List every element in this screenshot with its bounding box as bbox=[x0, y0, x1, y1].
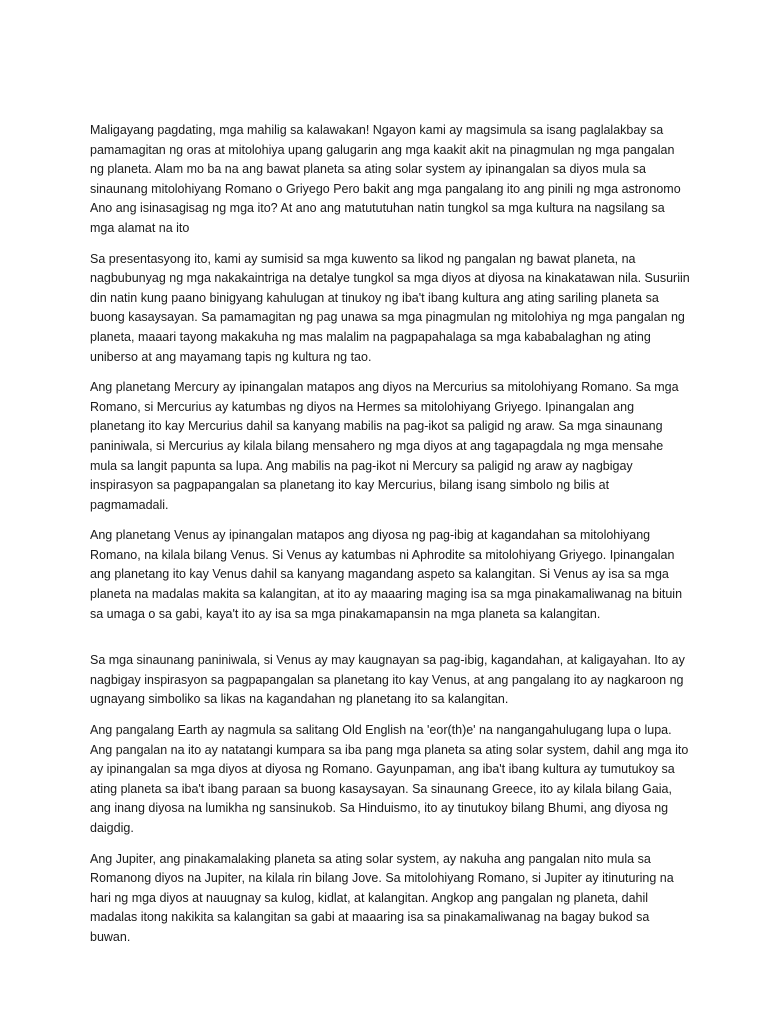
paragraph-venus: Ang planetang Venus ay ipinangalan matapos ang diyosa ng pag-ibig at kagandahan sa mitolohiyang Romano, na kilala bilang Venus. Si Venus ay katumbas ni Aphrodite sa mitolohiyang Griyego. Ipinangalan ang planetang ito kay Venus dahil sa kanyang magandang aspeto sa kalangitan. Si Venus ay isa sa mga planeta na madalas makita sa kalangitan, at ito ay maaaring maging isa sa mga pinakamaliwanag na bituin sa umaga o sa gabi, kaya't ito ay isa sa mga pinakamapansin na mga planeta sa kalangitan. bbox=[90, 528, 683, 621]
paragraph-intro: Maligayang pagdating, mga mahilig sa kalawakan! Ngayon kami ay magsimula sa isang paglalakbay sa pamamagitan ng oras at mitolohiya upang galugarin ang mga kaakit akit na pinagmulan ng mga pangalan ng planeta. Alam mo ba na ang bawat planeta sa ating solar system ay ipinangalan sa diyos mula sa sinaunang mitolohiyang Romano o Griyego Pero bakit ang mga pangalang ito ang pinili ng mga astronomo Ano ang isinasagisag ng mga ito? At ano ang matututuhan natin tungkol sa mga kultura na nagsilang sa mga alamat na ito bbox=[90, 123, 681, 235]
paragraph-mercury: Ang planetang Mercury ay ipinangalan matapos ang diyos na Mercurius sa mitolohiyang Romano. Sa mga Romano, si Mercurius ay katumbas ng diyos na Hermes sa mitolohiyang Griyego. Ipinangalan ang planetang ito kay Mercurius dahil sa kanyang mabilis na pag-ikot sa paligid ng araw. Sa mga sinaunang paniniwala, si Mercurius ay kilala bilang mensahero ng mga diyos at ang tagapagdala ng mga mensahe mula sa langit papunta sa lupa. Ang mabilis na pag-ikot ni Mercury sa paligid ng araw ay nagbigay inspirasyon sa pagpapangalan sa planetang ito kay Mercurius, bilang isang simbolo ng bilis at pagmamadali. bbox=[90, 380, 679, 512]
document-page bbox=[90, 121, 690, 959]
paragraph-earth: Ang pangalang Earth ay nagmula sa salitang Old English na 'eor(th)e' na nangangahulugang lupa o lupa. Ang pangalan na ito ay natatangi kumpara sa iba pang mga planeta sa ating solar system, dahil ang mga ito ay ipinangalan sa mga diyos at diyosa ng Romano. Gayunpaman, ang iba't ibang kultura ay tumutukoy sa ating planeta sa iba't ibang paraan sa buong kasaysayan. Sa sinaunang Greece, ito ay kilala bilang Gaia, ang inang diyosa na lumikha ng sansinukob. Sa Hinduismo, ito ay tinutukoy bilang Bhumi, ang diyosa ng daigdig. bbox=[90, 723, 689, 835]
paragraph-presentation: Sa presentasyong ito, kami ay sumisid sa mga kuwento sa likod ng pangalan ng bawat planeta, na nagbubunyag ng mga nakakaintriga na detalye tungkol sa mga diyos at diyosa na kinakatawan nila. Susuriin din natin kung paano binigyang kahulugan at tinukoy ng iba't ibang kultura ang ating sariling planeta sa buong kasaysayan. Sa pamamagitan ng pag unawa sa mga pinagmulan ng mitolohiya ng mga pangalan ng planeta, maaari tayong makakuha ng mas malalim na pagpapahalaga sa mga kababalaghan ng ating uniberso at ang mayamang tapis ng kultura ng tao. bbox=[90, 251, 690, 364]
paragraph-venus-beliefs: Sa mga sinaunang paniniwala, si Venus ay may kaugnayan sa pag-ibig, kagandahan, at kaligayahan. Ito ay nagbigay inspirasyon sa pagpapangalan sa planetang ito kay Venus, at ang pangalang ito ay nagkaroon ng ugnayang simboliko sa likas na kagandahan ng planetang ito sa kalangitan. bbox=[90, 653, 685, 707]
paragraph-jupiter: Ang Jupiter, ang pinakamalaking planeta sa ating solar system, ay nakuha ang pangalan nito mula sa Romanong diyos na Jupiter, na kilala rin bilang Jove. Sa mitolohiyang Romano, si Jupiter ay itinuturing na hari ng mga diyos at nauugnay sa kulog, kidlat, at kalangitan. Angkop ang pangalan ng planeta, dahil madalas itong nakikita sa kalangitan sa gabi at maaaring isa sa pinakamaliwanag na bagay bukod sa buwan. bbox=[90, 851, 674, 944]
